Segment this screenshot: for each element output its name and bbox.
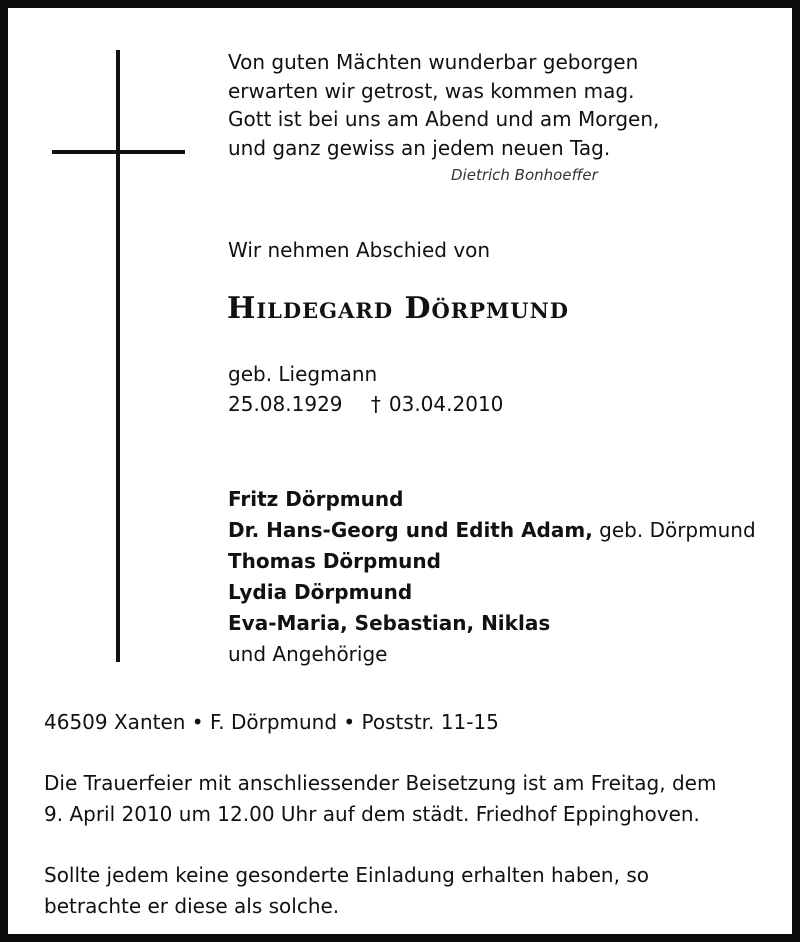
- mourner-name: Lydia Dörpmund: [228, 580, 413, 604]
- cross-icon-vertical: [116, 50, 120, 662]
- bonhoeffer-verse: [228, 48, 659, 162]
- birth-date: 25.08.1929: [228, 392, 343, 416]
- verse-line: Gott ist bei uns am Abend und am Morgen,: [228, 107, 660, 131]
- verse-author: Dietrich Bonhoeffer: [451, 166, 598, 184]
- mourner-entry: [228, 577, 756, 608]
- verse-line: erwarten wir getrost, was kommen mag.: [228, 78, 635, 103]
- invitation-line: Sollte jedem keine gesonderte Einladung erhalten haben, so: [44, 863, 649, 887]
- family-address: 46509 Xanten • F. Dörpmund • Poststr. 11-15: [44, 710, 499, 734]
- mourner-name: Eva-Maria, Sebastian, Niklas: [228, 611, 551, 635]
- mourner-name: Thomas Dörpmund: [228, 549, 441, 573]
- verse-line: und ganz gewiss an jedem neuen Tag.: [228, 135, 611, 160]
- funeral-line: Die Trauerfeier mit anschliessender Beisetzung ist am Freitag, dem: [44, 771, 717, 795]
- death-date: 03.04.2010: [388, 392, 504, 416]
- mourner-entry: [228, 608, 756, 639]
- cross-icon-horizontal: [52, 150, 185, 154]
- life-dates: [228, 392, 503, 416]
- mourner-name: Fritz Dörpmund: [228, 487, 404, 511]
- mourners-list: [228, 484, 756, 670]
- mourner-entry: [228, 515, 756, 546]
- mourner-entry: [228, 546, 756, 577]
- mourner-note: und Angehörige: [228, 642, 388, 666]
- mourner-name: Dr. Hans-Georg und Edith Adam,: [228, 518, 593, 542]
- invitation-line: betrachte er diese als solche.: [44, 894, 340, 918]
- mourner-entry: [228, 484, 756, 515]
- dagger-icon: †: [370, 392, 381, 416]
- birth-name: geb. Liegmann: [228, 362, 378, 386]
- verse-line: Von guten Mächten wunderbar geborgen: [228, 50, 639, 74]
- death-date-group: [371, 392, 504, 416]
- farewell-intro: Wir nehmen Abschied von: [228, 238, 491, 262]
- funeral-details: [44, 768, 716, 830]
- funeral-line: 9. April 2010 um 12.00 Uhr auf dem städt. Friedhof Eppinghoven.: [44, 802, 700, 826]
- invitation-note: [44, 860, 649, 922]
- mourner-note: geb. Dörpmund: [592, 518, 756, 542]
- mourner-entry: [228, 639, 756, 670]
- deceased-name: Hildegard Dörpmund: [227, 291, 570, 326]
